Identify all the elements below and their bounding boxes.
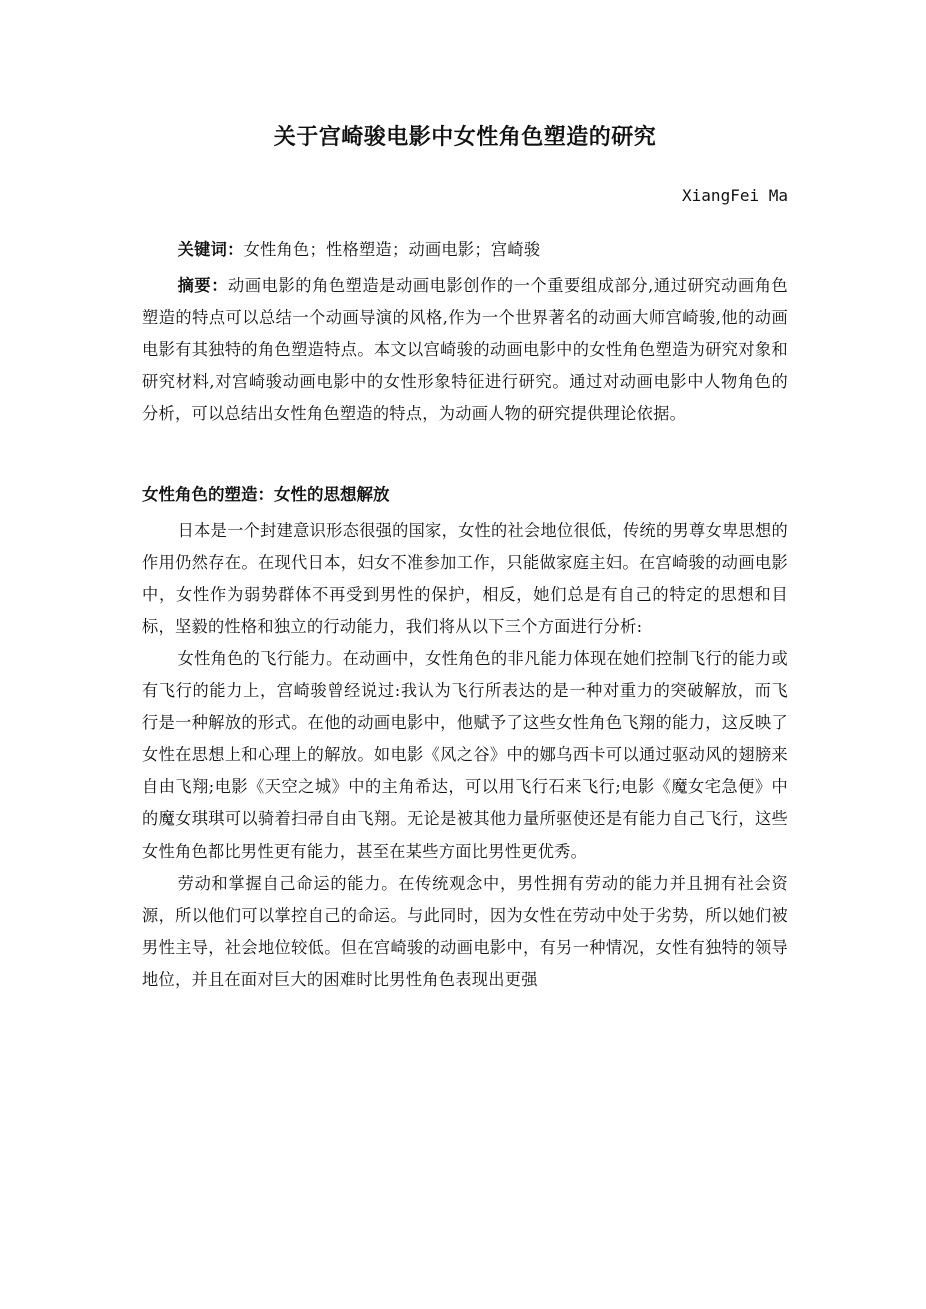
abstract-label: 摘要：: [177, 276, 229, 296]
author-name: XiangFei Ma: [682, 186, 788, 205]
section-heading: 女性角色的塑造：女性的思想解放: [142, 484, 390, 504]
body-paragraph-3: 劳动和掌握自己命运的能力。在传统观念中，男性拥有劳动的能力并且拥有社会资源，所以他们可以掌控自己的命运。与此同时，因为女性在劳动中处于劣势，所以她们被男性主导，社会地位较低。但在宫崎骏的动画电影中，有另一种情况，女性有独特的领导地位，并且在面对巨大的困难时比男性角色表现出更强: [142, 873, 788, 989]
abstract-paragraph: [142, 270, 788, 430]
paper-title: 关于宫崎骏电影中女性角色塑造的研究: [273, 125, 657, 150]
document-page: [142, 118, 788, 996]
keywords-line: [142, 234, 788, 266]
body-paragraph-1: 日本是一个封建意识形态很强的国家，女性的社会地位很低，传统的男尊女卑思想的作用仍然存在。在现代日本，妇女不准参加工作，只能做家庭主妇。在宫崎骏的动画电影中，女性作为弱势群体不再受到男性的保护，相反，她们总是有自己的特定的思想和目标，坚毅的性格和独立的行动能力，我们将从以下三个方面进行分析:: [142, 520, 788, 636]
keywords-label: 关键词：: [177, 240, 244, 259]
body-paragraph-2: 女性角色的飞行能力。在动画中，女性角色的非凡能力体现在她们控制飞行的能力或有飞行的能力上，宫崎骏曾经说过:我认为飞行所表达的是一种对重力的突破解放，而飞行是一种解放的形式。在他的动画电影中，他赋予了这些女性角色飞翔的能力，这反映了女性在思想上和心理上的解放。如电影《风之谷》中的娜乌西卡可以通过驱动风的翅膀来自由飞翔;电影《天空之城》中的主角希达，可以用飞行石来飞行;电影《魔女宅急便》中的魔女琪琪可以骑着扫帚自由飞翔。无论是被其他力量所驱使还是有能力自己飞行，这些女性角色都比男性更有能力，甚至在某些方面比男性更优秀。: [142, 648, 788, 861]
keywords-text: 女性角色；性格塑造；动画电影；宫崎骏: [243, 240, 541, 259]
abstract-text: 动画电影的角色塑造是动画电影创作的一个重要组成部分,通过研究动画角色塑造的特点可以总结一个动画导演的风格,作为一个世界著名的动画大师宫崎骏,他的动画电影有其独特的角色塑造特点。本文以宫崎骏的动画电影中的女性角色塑造为研究对象和研究材料,对宫崎骏动画电影中的女性形象特征进行研究。通过对动画电影中人物角色的分析，可以总结出女性角色塑造的特点，为动画人物的研究提供理论依据。: [142, 276, 789, 424]
